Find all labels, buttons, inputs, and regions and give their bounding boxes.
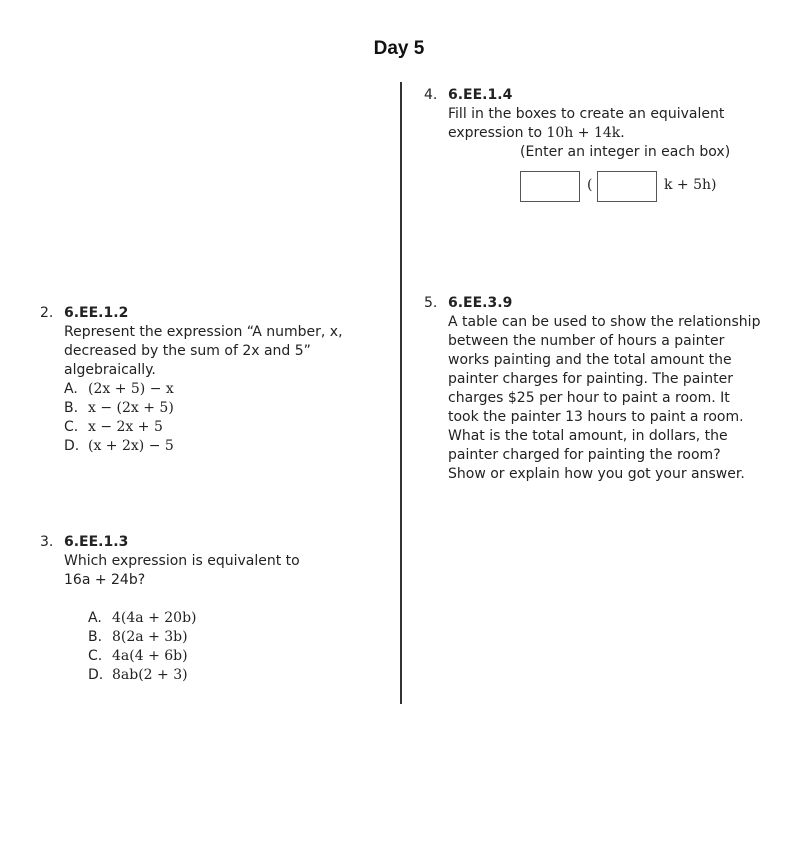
option-letter: C. [64, 419, 79, 435]
question-number: 2. [40, 305, 54, 321]
option-text: x − 2x + 5 [88, 419, 163, 435]
prompt-line: What is the total amount, in dollars, the [448, 428, 728, 444]
option-letter: C. [88, 648, 103, 664]
prompt-line: between the number of hours a painter [448, 333, 725, 349]
prompt-line: 16a + 24b? [64, 572, 146, 588]
prompt-line: took the painter 13 hours to paint a room. [448, 409, 744, 425]
option-c[interactable] [88, 647, 380, 666]
prompt-line: A table can be used to show the relationship [448, 314, 761, 330]
instruction-text: (Enter an integer in each box) [520, 144, 731, 160]
question-number: 3. [40, 534, 54, 550]
prompt-line [448, 124, 774, 143]
target-expression: 10h + 14k. [546, 125, 625, 141]
answer-box-1[interactable] [520, 171, 580, 202]
prompt-line: Fill in the boxes to create an equivalent [448, 106, 725, 122]
prompt-line: Which expression is equivalent to [64, 553, 300, 569]
option-text: (x + 2x) − 5 [88, 438, 174, 454]
column-divider [400, 82, 402, 704]
option-letter: D. [88, 667, 104, 683]
standard-code: 6.EE.1.4 [448, 87, 513, 103]
option-letter: D. [64, 438, 80, 454]
option-letter: B. [64, 400, 79, 416]
question-5 [424, 294, 784, 484]
option-d[interactable] [64, 437, 380, 456]
prompt-text: expression to [448, 125, 547, 141]
option-text: 4(4a + 20b) [112, 610, 197, 626]
option-d[interactable] [88, 666, 380, 685]
prompt-line: charges $25 per hour to paint a room. It [448, 390, 730, 406]
option-letter: B. [88, 629, 103, 645]
answer-expression [448, 171, 774, 203]
standard-code: 6.EE.1.2 [64, 305, 129, 321]
question-4 [424, 86, 774, 203]
prompt-line: Show or explain how you got your answer. [448, 466, 745, 482]
option-text: (2x + 5) − x [88, 381, 174, 397]
standard-code: 6.EE.1.3 [64, 534, 129, 550]
prompt-line: works painting and the total amount the [448, 352, 732, 368]
answer-box-2[interactable] [597, 171, 657, 202]
question-2 [40, 304, 380, 456]
question-number: 4. [424, 87, 438, 103]
prompt-line: algebraically. [64, 362, 156, 378]
option-c[interactable] [64, 418, 380, 437]
option-a[interactable] [88, 609, 380, 628]
option-text: 8ab(2 + 3) [112, 667, 188, 683]
open-parenthesis: ( [587, 177, 593, 193]
option-a[interactable] [64, 380, 380, 399]
prompt-line: painter charged for painting the room? [448, 447, 721, 463]
prompt-line: decreased by the sum of 2x and 5” [64, 343, 311, 359]
option-letter: A. [88, 610, 102, 626]
page-title: Day 5 [373, 38, 425, 59]
prompt-line: painter charges for painting. The painter [448, 371, 733, 387]
question-3 [40, 533, 380, 685]
option-b[interactable] [88, 628, 380, 647]
option-b[interactable] [64, 399, 380, 418]
options-list [64, 609, 380, 685]
question-number: 5. [424, 295, 438, 311]
option-text: 4a(4 + 6b) [112, 648, 188, 664]
expression-tail: k + 5h) [664, 177, 717, 193]
option-text: 8(2a + 3b) [112, 629, 188, 645]
option-letter: A. [64, 381, 78, 397]
spacer [64, 590, 380, 609]
standard-code: 6.EE.3.9 [448, 295, 513, 311]
option-text: x − (2x + 5) [88, 400, 174, 416]
prompt-line: Represent the expression “A number, x, [64, 324, 343, 340]
